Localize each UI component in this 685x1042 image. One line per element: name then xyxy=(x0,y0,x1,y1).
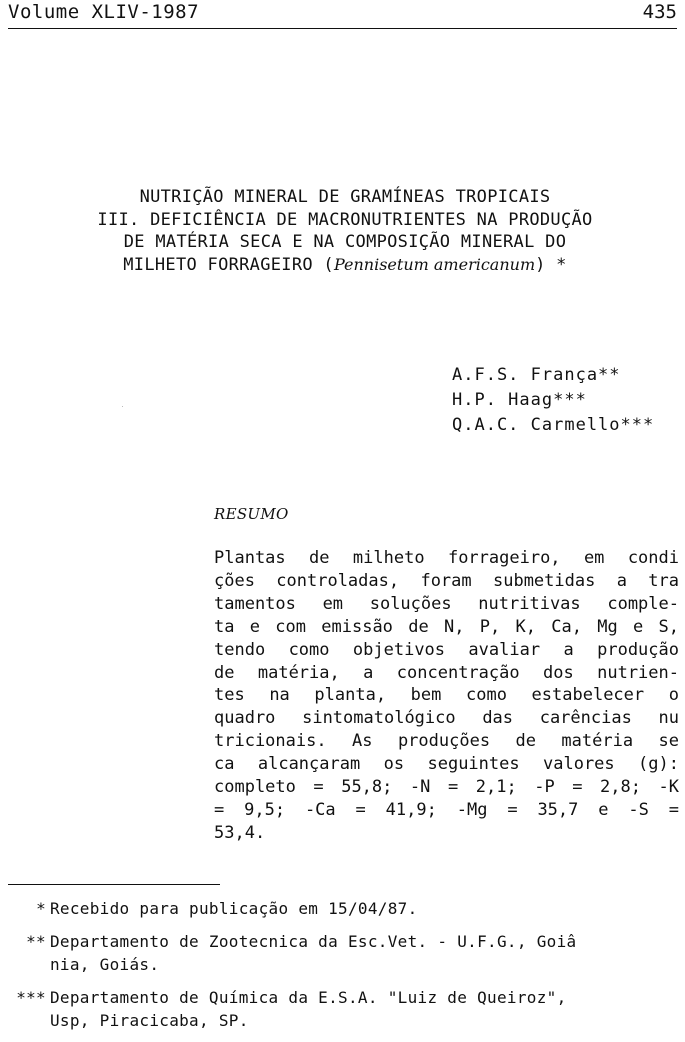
abstract-line: ções controladas, foram submetidas a tra xyxy=(214,570,679,591)
running-header xyxy=(8,0,677,29)
abstract-line: completo = 55,8; -N = 2,1; -P = 2,8; -K xyxy=(214,777,679,798)
volume-label: Volume XLIV-1987 xyxy=(8,1,200,23)
abstract-line: de matéria, a concentração dos nutrien- xyxy=(214,662,679,683)
scan-speck xyxy=(122,406,123,407)
title-line-4-prefix: MILHETO FORRAGEIRO ( xyxy=(123,254,334,275)
abstract-heading: RESUMO xyxy=(214,505,289,523)
page-number: 435 xyxy=(642,1,677,23)
footnote-1 xyxy=(0,897,685,921)
abstract-line: tes na planta, bem como estabelecer o xyxy=(214,685,679,706)
footnote-text: Recebido para publicação em 15/04/87. xyxy=(50,899,418,918)
footnote-text: Departamento de Zootecnica da Esc.Vet. - U.F.G., Goiâ nia, Goiás. xyxy=(50,931,577,974)
footnote-mark: *** xyxy=(16,987,46,1007)
title-line-3: DE MATÉRIA SECA E NA COMPOSIÇÃO MINERAL DO xyxy=(123,232,567,252)
author-1: A.F.S. França** xyxy=(452,365,621,385)
abstract-body xyxy=(214,547,679,845)
title-line-2: III. DEFICIÊNCIA DE MACRONUTRIENTES NA PRODUÇÃO xyxy=(97,209,593,230)
title-line-4-suffix: ) * xyxy=(535,254,567,275)
abstract-line: tamentos em soluções nutritivas comple- xyxy=(214,593,679,614)
footnote-mark: * xyxy=(36,899,46,918)
footnote-3 xyxy=(0,986,685,1033)
abstract-line: ca alcançaram os seguintes valores (g): xyxy=(214,754,679,775)
author-2: H.P. Haag*** xyxy=(452,390,587,410)
abstract-line: tendo como objetivos avaliar a produção xyxy=(214,639,679,660)
title-line-1: NUTRIÇÃO MINERAL DE GRAMÍNEAS TROPICAIS xyxy=(139,187,551,207)
footnote-text: Departamento de Química da E.S.A. "Luiz de Queiroz", Usp, Piracicaba, SP. xyxy=(50,987,567,1030)
abstract-line: tricionais. As produções de matéria se xyxy=(214,731,679,752)
abstract-line: ta e com emissão de N, P, K, Ca, Mg e S, xyxy=(214,616,679,637)
abstract-line: = 9,5; -Ca = 41,9; -Mg = 35,7 e -S = xyxy=(214,799,679,820)
footnotes xyxy=(0,897,685,1042)
footnote-2 xyxy=(0,930,685,977)
abstract-line: Plantas de milheto forrageiro, em condi xyxy=(214,548,679,568)
abstract-line: 53,4. xyxy=(214,822,266,843)
author-3: Q.A.C. Carmello*** xyxy=(452,415,655,435)
abstract-line: quadro sintomatológico das carências nu xyxy=(214,708,679,729)
article-title xyxy=(40,186,650,276)
footnote-mark: ** xyxy=(26,931,46,951)
species-name: Pennisetum americanum xyxy=(333,254,536,274)
footnote-separator xyxy=(8,884,220,885)
title-line-4 xyxy=(40,254,650,277)
author-list xyxy=(452,363,654,438)
